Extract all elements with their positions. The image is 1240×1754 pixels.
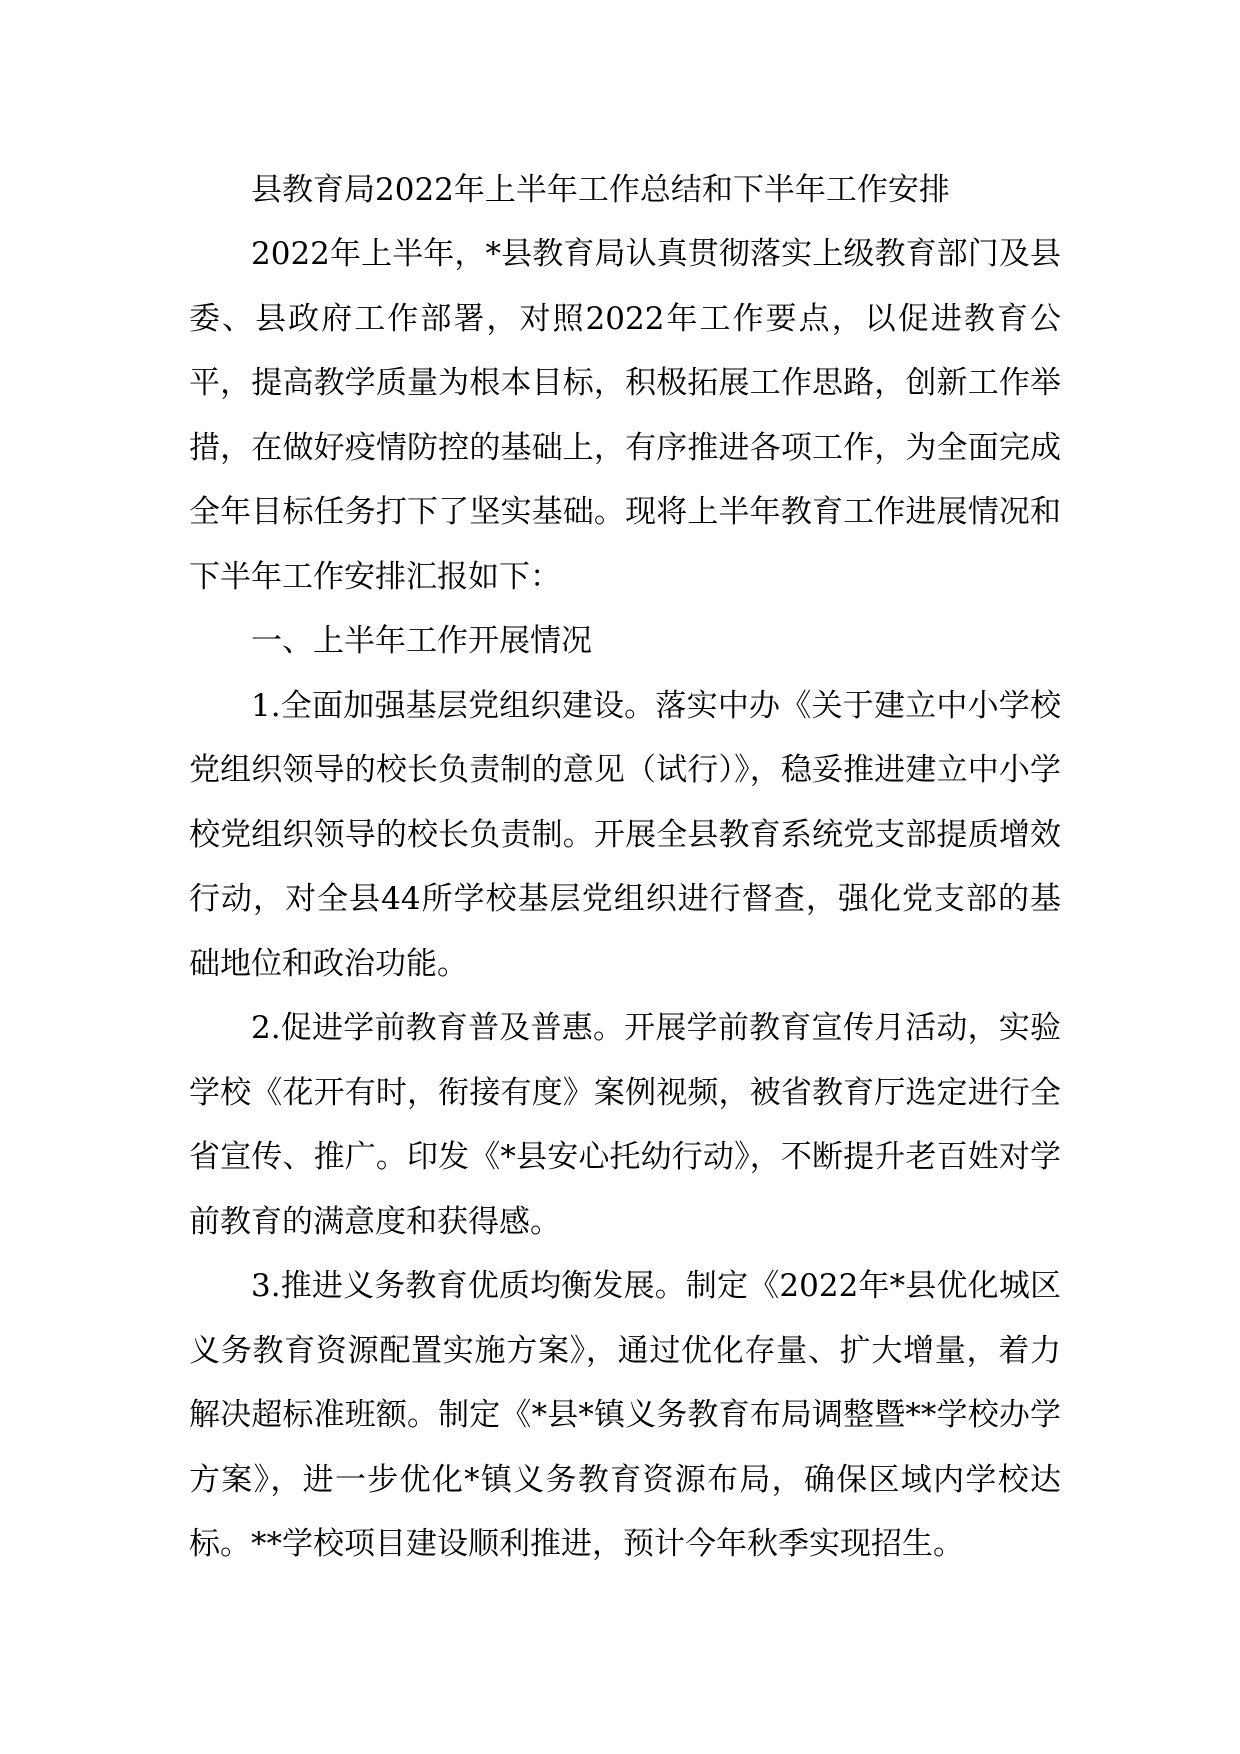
item-paragraph-3: 3.推进义务教育优质均衡发展。制定《2022年*县优化城区义务教育资源配置实施方案》，通过优化存量、扩大增量，着力解决超标准班额。制定《*县*镇义务教育布局调整暨**学校办学方案》，进一步优化*镇义务教育资源布局，确保区域内学校达标。**学校项目建设顺利推进，预计今年秋季实现招生。 (189, 1268, 1061, 1562)
document-body (189, 158, 1061, 1577)
document-title: 县教育局2022年上半年工作总结和下半年工作安排 (251, 172, 950, 208)
intro-paragraph: 2022年上半年，*县教育局认真贯彻落实上级教育部门及县委、县政府工作部署，对照2022年工作要点，以促进教育公平，提高教学质量为根本目标，积极拓展工作思路，创新工作举措，在做好疫情防控的基础上，有序推进各项工作，为全面完成全年目标任务打下了坚实基础。现将上半年教育工作进展情况和下半年工作安排汇报如下： (189, 236, 1061, 595)
item-paragraph-1: 1.全面加强基层党组织建设。落实中办《关于建立中小学校党组织领导的校长负责制的意见（试行）》，稳妥推进建立中小学校党组织领导的校长负责制。开展全县教育系统党支部提质增效行动，对全县44所学校基层党组织进行督查，强化党支部的基础地位和政治功能。 (189, 687, 1061, 982)
item-paragraph-2: 2.促进学前教育普及普惠。开展学前教育宣传月活动，实验学校《花开有时，衔接有度》案例视频，被省教育厅选定进行全省宣传、推广。印发《*县安心托幼行动》，不断提升老百姓对学前教育的满意度和获得感。 (189, 1010, 1061, 1240)
section-heading: 一、上半年工作开展情况 (251, 623, 592, 659)
